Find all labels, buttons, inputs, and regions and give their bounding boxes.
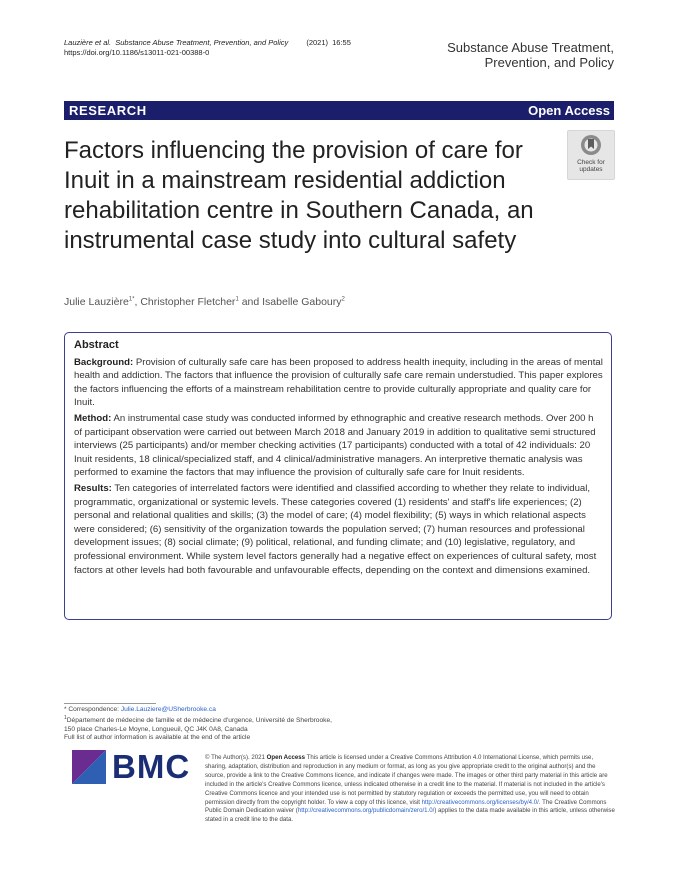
article-title: Factors influencing the provision of care for Inuit in a mainstream residential addiction rehabilitation centre in Southern Canada, an instrumental case study into cultural safety xyxy=(64,137,534,254)
author-3-affil: 2 xyxy=(341,296,345,303)
license-text: © The Author(s). 2021 Open Access This article is licensed under a Creative Commons Attribution 4.0 International License, which permits use, sharing, adaptation, distribution and reproduction in any medium or format, as long as you give appropriate credit to the original author(s) and the source, provide a link to the Creative Commons licence, and indicate if changes were made. The images or other third party material in this article are included in the article's Creative Commons licence, unless indicated otherwise in a credit line to the material. If material is not included in the article's Creative Commons licence and your intended use is not permitted by statutory regulation or exceeds the permitted use, you will need to obtain permission directly from the copyright holder. To view a copy of this licence, visit http://creativecommons.org/licenses/by/4.0/. The Creative Commons Public Domain Dedication waiver (http://creativecommons.org/publicdomain/zero/1.0/) applies to the data made available in this article, unless otherwise stated in a credit line to the data. xyxy=(205,754,615,824)
background-label: Background: xyxy=(74,356,134,368)
abstract-box xyxy=(64,332,612,620)
citation-journal: Substance Abuse Treatment, Prevention, and Policy xyxy=(115,38,289,47)
cc0-waiver-link[interactable]: http://creativecommons.org/publicdomain/zero/1.0/ xyxy=(297,807,435,815)
section-banner xyxy=(64,101,614,120)
open-access-label: Open Access xyxy=(528,103,610,118)
bookmark-ring-icon xyxy=(580,134,602,158)
methods-text: An instrumental case study was conducted informed by ethnographic and creative research methods. Over 200 h of participant observation were carried out between March 2018 and January 2019 in addition to qualitative semi structured interviews (25 participants) and/or member checking activities (17 participants) conducted with a total of 42 individuals: 20 Inuit residents, 18 clinical/specialized staff, and 4 clinical/administrative managers. An interpretive thematic analysis was performed to examine the factors that may influence the provision of culturally safe care for Inuit residents. xyxy=(74,412,596,479)
cc-by-license-link[interactable]: http://creativecommons.org/licenses/by/4.0/ xyxy=(421,798,539,806)
abstract-results xyxy=(74,482,604,577)
correspondence-line: * Correspondence: Julie.Lauziere@USherbrooke.ca xyxy=(64,706,216,713)
methods-label: Method: xyxy=(74,412,112,424)
results-label: Results: xyxy=(74,482,112,494)
author-1[interactable]: Julie Lauzière xyxy=(64,296,129,308)
footnote-rule xyxy=(64,703,156,704)
doi-link[interactable]: https://doi.org/10.1186/s13011-021-00388-0 xyxy=(64,48,210,57)
badge-line1: Check for xyxy=(577,159,605,166)
open-access-heading: Open Access xyxy=(266,754,306,761)
citation-volume: 16:55 xyxy=(332,38,351,47)
abstract-methods xyxy=(74,412,604,480)
citation-year: (2021) xyxy=(306,38,329,47)
background-text: Provision of culturally safe care has been proposed to address health inequity, including in the areas of mental health and addiction. The factors that influence the provision of culturally safe care remain understudied. This paper explores the factors influencing the efforts of a mainstream rehabilitation centre to provide culturally appropriate and quality care for Inuit. xyxy=(74,356,603,409)
journal-name xyxy=(447,40,614,70)
results-text: Ten categories of interrelated factors were identified and classified according to whether they relate to individual, programmatic, organizational or systemic levels. These categories covered (1) residents' and staff's life experiences; (2) personal and relational qualities and skills; (3) the model of care; (4) model flexibility; (5) ways in which relational aspects were considered; (6) sensitivity of the organization towards the population served; (7) human resources and professional development issues; (8) social climate; (9) political, relational, and funding climate; and (10) legislative, regulatory, and professional environment. While system level factors generally had a negative effect on experiences of cultural safety, most factors at other levels had both favourable and unfavourable effects, depending on the context and dimensions examined. xyxy=(74,482,597,576)
abstract-heading: Abstract xyxy=(74,339,119,351)
full-author-info-note: Full list of author information is available at the end of the article xyxy=(64,734,251,742)
citation-authors: Lauzière et al. xyxy=(64,38,112,47)
journal-name-line1: Substance Abuse Treatment, xyxy=(447,40,614,55)
author-2-affil: 1 xyxy=(235,296,239,303)
bmc-logo-text: BMC xyxy=(112,748,191,785)
correspondence-email-link[interactable]: Julie.Lauziere@USherbrooke.ca xyxy=(120,706,216,713)
author-3[interactable]: Isabelle Gaboury xyxy=(262,296,342,308)
bmc-logo xyxy=(72,750,194,784)
badge-line2: updates xyxy=(579,166,603,173)
abstract-background xyxy=(74,356,604,410)
section-label: RESEARCH xyxy=(69,103,147,118)
author-2[interactable]: Christopher Fletcher xyxy=(140,296,236,308)
author-list: Julie Lauzière$^{1*}$, Christopher Fletcher$^1$ and Isabelle Gaboury$^2$ xyxy=(64,296,345,308)
author-1-affil: 1* xyxy=(128,296,135,303)
affiliation-line: $^1$Département de médecine de famille et de médecine d'urgence, Université de Sherbrooke, 150 place Charles-Le Moyne, Longueuil, QC J4K 0A8, Canada xyxy=(64,715,332,733)
running-header-citation xyxy=(64,38,353,58)
footnotes xyxy=(64,703,344,743)
journal-name-line2: Prevention, and Policy xyxy=(484,55,614,70)
check-for-updates-badge[interactable] xyxy=(567,130,615,180)
bmc-logo-mark-icon xyxy=(72,750,106,784)
